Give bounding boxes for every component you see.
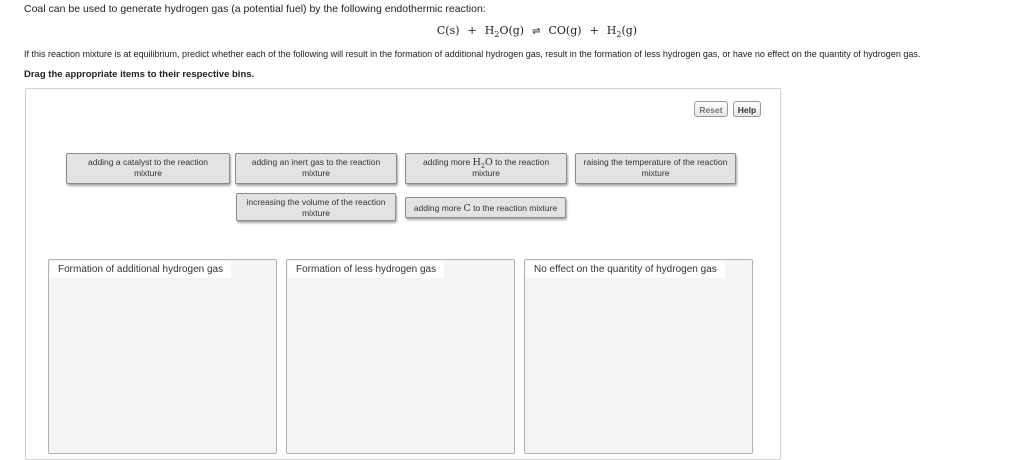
help-button[interactable]: Help: [733, 101, 761, 117]
bin-no-effect[interactable]: [524, 259, 753, 454]
eq-plus: +: [589, 24, 599, 37]
intro-text: Coal can be used to generate hydrogen gas (a potential fuel) by the following endothermic reaction:: [24, 3, 486, 15]
eq-plus: +: [467, 24, 477, 37]
draggable-item-catalyst[interactable]: adding a catalyst to the reaction mixture: [66, 153, 230, 184]
eq-product-hydrogen: $H_2(g)$: [606, 24, 638, 40]
draggable-item-increase-volume[interactable]: increasing the volume of the reaction mixture: [236, 193, 396, 221]
reaction-equation: [0, 24, 1024, 39]
eq-reactant-carbon: C(s): [436, 24, 460, 37]
draggable-item-more-carbon[interactable]: adding more C to the reaction mixture: [405, 197, 566, 218]
equilibrium-arrow-icon: ⇌: [532, 26, 541, 37]
draggable-item-raise-temperature[interactable]: raising the temperature of the reaction mixture: [575, 153, 736, 184]
bin-label: Formation of less hydrogen gas: [288, 261, 444, 278]
bin-additional-hydrogen[interactable]: [48, 259, 277, 454]
draggable-item-inert-gas[interactable]: adding an inert gas to the reaction mixture: [235, 153, 397, 184]
instructions-text: Drag the appropriate items to their respective bins.: [24, 69, 255, 80]
question-text: If this reaction mixture is at equilibrium, predict whether each of the following will result in the formation of additional hydrogen gas, result in the formation of less hydrogen gas, or have no effect on the quantity of hydrogen gas.: [24, 49, 921, 59]
eq-reactant-water: $H_2O(g)$: [484, 24, 525, 40]
bin-label: No effect on the quantity of hydrogen gas: [526, 261, 725, 278]
draggable-item-more-water[interactable]: adding more $H_2O$ to the reaction mixture: [405, 153, 567, 184]
reset-button[interactable]: Reset: [694, 101, 728, 117]
bin-label: Formation of additional hydrogen gas: [50, 261, 231, 278]
bin-less-hydrogen[interactable]: [286, 259, 515, 454]
eq-product-co: CO(g): [548, 24, 582, 37]
